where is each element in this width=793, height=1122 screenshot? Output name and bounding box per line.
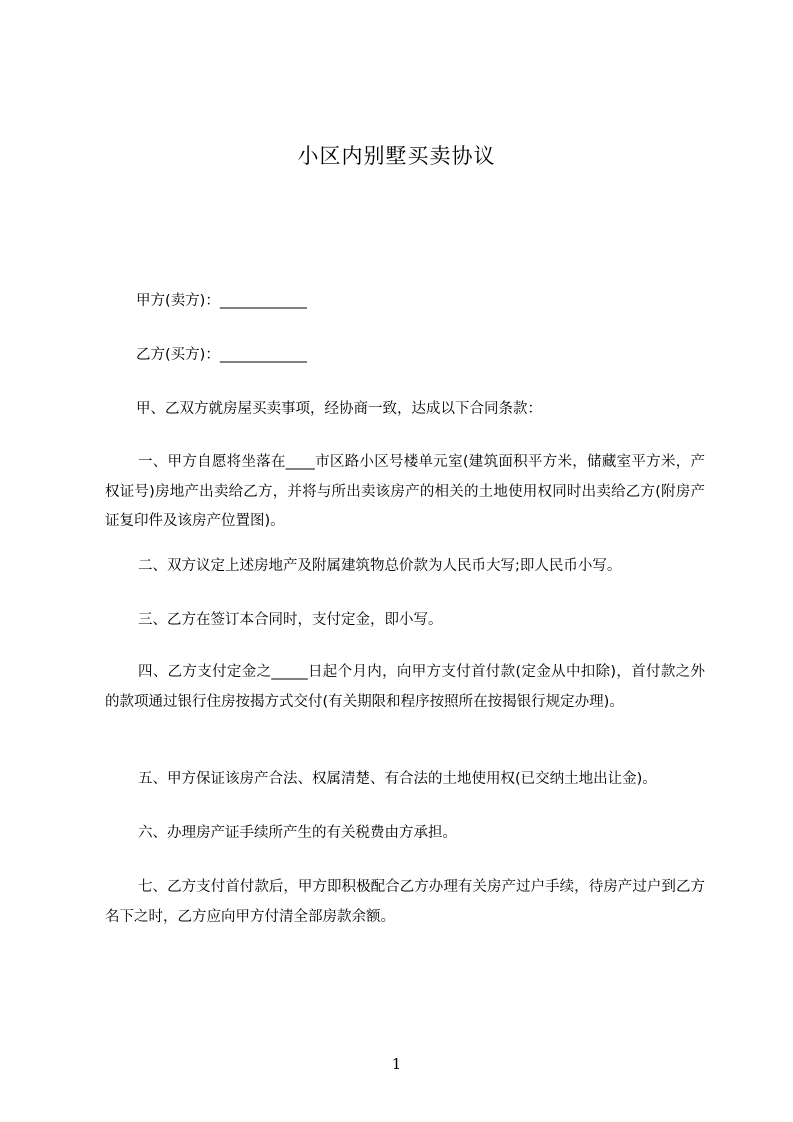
clause-7: 七、乙方支付首付款后，甲方即积极配合乙方办理有关房产过户手续，待房产过户到乙方名下之时，乙方应向甲方付清全部房款余额。 (105, 879, 705, 925)
party-b-line: 乙方(买方)：____________ (136, 347, 307, 363)
document-title: 小区内别墅买卖协议 (297, 144, 496, 168)
intro-paragraph: 甲、乙双方就房屋买卖事项，经协商一致，达成以下合同条款： (136, 401, 542, 417)
clause-6: 六、办理房产证手续所产生的有关税费由方承担。 (138, 825, 457, 841)
clause-5: 五、甲方保证该房产合法、权属清楚、有合法的土地使用权(已交纳土地出让金)。 (138, 771, 657, 787)
party-a-line: 甲方(卖方)：____________ (136, 293, 307, 309)
page-number: 1 (391, 1055, 402, 1073)
clause-2: 二、双方议定上述房地产及附属建筑物总价款为人民币大写;即人民币小写。 (138, 558, 622, 574)
clause-4: 四、乙方支付定金之_____日起个月内，向甲方支付首付款(定金从中扣除)，首付款之外的款项通过银行住房按揭方式交付(有关期限和程序按照所在按揭银行规定办理)。 (105, 664, 705, 710)
clause-1: 一、甲方自愿将坐落在____市区路小区号楼单元室(建筑面积平方米，储藏室平方米，产权证号)房地产出卖给乙方，并将与所出卖该房产的相关的土地使用权同时出卖给乙方(附房产证复印件及该房产位置图)。 (105, 454, 705, 529)
clause-3: 三、乙方在签订本合同时，支付定金，即小写。 (138, 612, 443, 628)
